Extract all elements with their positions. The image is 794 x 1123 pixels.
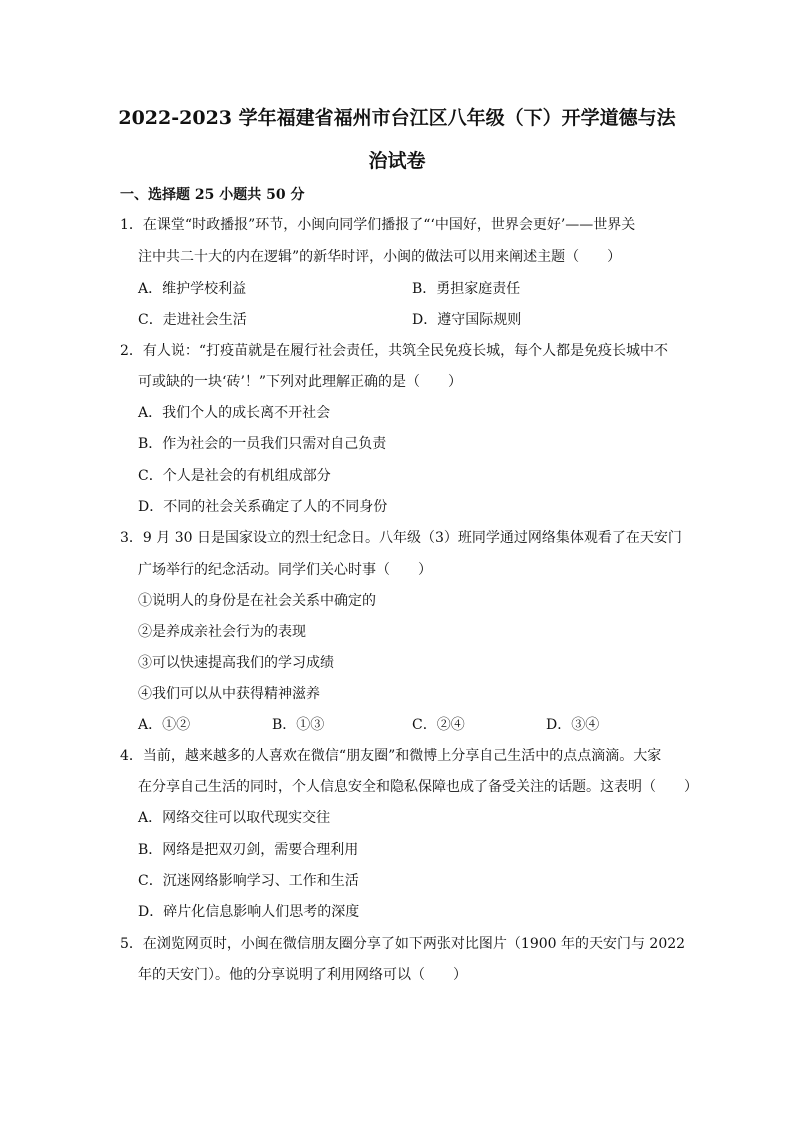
q3-statement-2: ②是养成亲社会行为的表现 (138, 624, 306, 640)
q2-option-b: B．作为社会的一员我们只需对自己负责 (138, 436, 387, 452)
q3-statement-1: ①说明人的身份是在社会关系中确定的 (138, 593, 376, 609)
q1-stem-line-2: 注中共二十大的内在逻辑”的新华时评，小闽的做法可以用来阐述主题（ ） (138, 249, 622, 265)
q4-stem-line-2: 在分享自己生活的同时，个人信息安全和隐私保障也成了备受关注的话题。这表明（ ） (138, 779, 698, 795)
q3-option-d: D．③④ (546, 717, 600, 733)
q5-stem-line-2: 年的天安门）。他的分享说明了利用网络可以（ ） (138, 967, 467, 983)
q4-stem-line-1: 4．当前，越来越多的人喜欢在微信“朋友圈”和微博上分享自己生活中的点点滴滴。大家 (120, 748, 662, 764)
q4-option-a: A．网络交往可以取代现实交往 (138, 810, 331, 826)
q4-option-b: B．网络是把双刃剑，需要合理利用 (138, 842, 359, 858)
q3-option-c: C．②④ (412, 717, 465, 733)
q3-option-a: A．①② (138, 717, 191, 733)
q1-option-a: A．维护学校利益 (138, 281, 247, 297)
q1-option-d: D．遵守国际规则 (412, 312, 522, 328)
q4-option-c: C．沉迷网络影响学习、工作和生活 (138, 873, 359, 889)
q3-stem-line-2: 广场举行的纪念活动。同学们关心时事（ ） (138, 562, 432, 578)
q3-stem-line-1: 3．9 月 30 日是国家设立的烈士纪念日。八年级（3）班同学通过网络集体观看了在天安门 (120, 530, 682, 546)
q5-stem-line-1: 5．在浏览网页时，小闽在微信朋友圈分享了如下两张对比图片（1900 年的天安门与 2022 (120, 936, 686, 952)
q3-option-b: B．①③ (272, 717, 325, 733)
section-heading: 一、选择题 25 小题共 50 分 (120, 187, 305, 203)
q2-stem-line-1: 2．有人说：“打疫苗就是在履行社会责任，共筑全民免疫长城，每个人都是免疫长城中不 (120, 343, 669, 359)
q1-option-c: C．走进社会生活 (138, 312, 247, 328)
q2-option-d: D．不同的社会关系确定了人的不同身份 (138, 499, 388, 515)
q4-option-d: D．碎片化信息影响人们思考的深度 (138, 904, 360, 920)
q2-option-c: C．个人是社会的有机组成部分 (138, 468, 331, 484)
q2-option-a: A．我们个人的成长离不开社会 (138, 405, 331, 421)
q3-statement-4: ④我们可以从中获得精神滋养 (138, 686, 320, 702)
exam-title-line-2: 治试卷 (368, 150, 426, 172)
q1-stem-line-1: 1．在课堂“时政播报”环节，小闽向同学们播报了“‘中国好，世界会更好’——世界关 (120, 217, 636, 233)
exam-title-line-1: 2022-2023 学年福建省福州市台江区八年级（下）开学道德与法 (118, 107, 676, 129)
q2-stem-line-2: 可或缺的一块‘砖’！”下列对此理解正确的是（ ） (138, 374, 463, 390)
q1-option-b: B．勇担家庭责任 (412, 281, 521, 297)
q3-statement-3: ③可以快速提高我们的学习成绩 (138, 655, 334, 671)
